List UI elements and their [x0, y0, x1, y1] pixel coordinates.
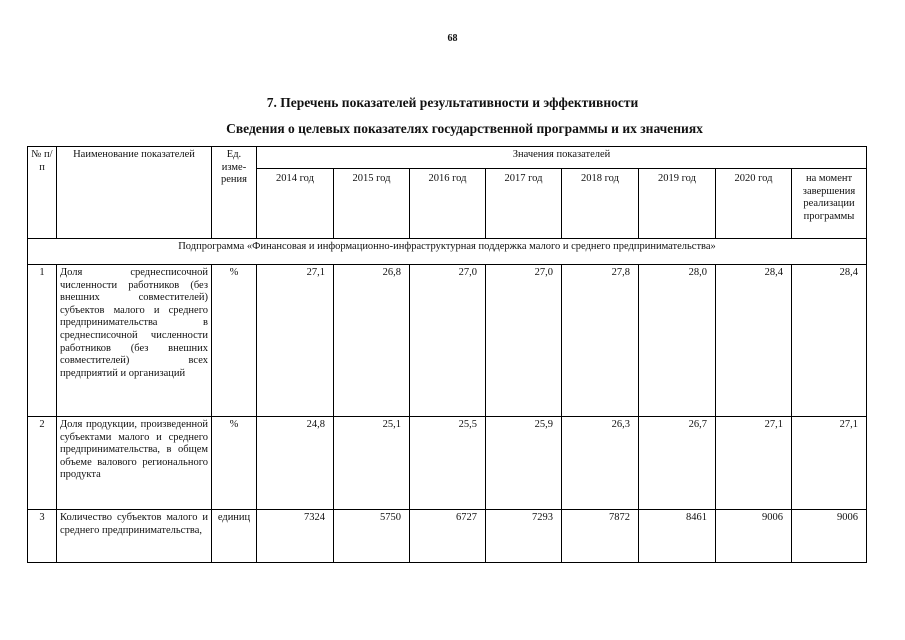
indicators-table: [27, 146, 867, 563]
row-num: 2: [28, 417, 57, 510]
value-cell: 27,1: [257, 265, 334, 417]
value-cell: 28,0: [639, 265, 716, 417]
subprogram-title: Подпрограмма «Финансовая и информационно-инфраструктурная поддержка малого и среднего предпринимательства»: [28, 239, 867, 265]
value-cell: 27,1: [716, 417, 792, 510]
value-cell: 7293: [486, 510, 562, 563]
value-cell: 6727: [410, 510, 486, 563]
row-name: Доля среднесписочной численности работников (без внешних совместителей) субъектов малого и среднего предпринимательства в среднесписочной численности работников (без внешних совместителей) всех предприятий и организаций: [57, 265, 212, 417]
col-header-year: 2014 год: [257, 169, 334, 239]
col-header-year: 2020 год: [716, 169, 792, 239]
row-unit: единиц: [212, 510, 257, 563]
col-header-num: № п/п: [28, 147, 57, 239]
row-unit: %: [212, 417, 257, 510]
value-cell: 26,7: [639, 417, 716, 510]
value-cell: 27,0: [486, 265, 562, 417]
col-header-year: 2017 год: [486, 169, 562, 239]
row-unit: %: [212, 265, 257, 417]
value-cell: 7324: [257, 510, 334, 563]
header-row-1: [28, 147, 867, 169]
col-header-year: 2016 год: [410, 169, 486, 239]
col-header-year: 2015 год: [334, 169, 410, 239]
value-cell: 27,1: [792, 417, 867, 510]
table-row: [28, 265, 867, 417]
col-header-year: 2018 год: [562, 169, 639, 239]
value-cell: 25,5: [410, 417, 486, 510]
row-name: Количество субъектов малого и среднего предпринимательства,: [57, 510, 212, 563]
subprogram-row: [28, 239, 867, 265]
row-num: 1: [28, 265, 57, 417]
value-cell: 9006: [716, 510, 792, 563]
col-header-values: Значения показателей: [257, 147, 867, 169]
table-row: [28, 510, 867, 563]
row-num: 3: [28, 510, 57, 563]
value-cell: 5750: [334, 510, 410, 563]
value-cell: 28,4: [792, 265, 867, 417]
col-header-unit: Ед. изме- рения: [212, 147, 257, 239]
table-caption: Сведения о целевых показателях государственной программы и их значениях: [226, 121, 703, 136]
value-cell: 26,3: [562, 417, 639, 510]
row-name: Доля продукции, произведенной субъектами малого и среднего предпринимательства, в общем объеме валового регионального продукта: [57, 417, 212, 510]
value-cell: 25,9: [486, 417, 562, 510]
value-cell: 7872: [562, 510, 639, 563]
value-cell: 28,4: [716, 265, 792, 417]
value-cell: 24,8: [257, 417, 334, 510]
table-row: [28, 417, 867, 510]
value-cell: 27,0: [410, 265, 486, 417]
value-cell: 8461: [639, 510, 716, 563]
value-cell: 27,8: [562, 265, 639, 417]
value-cell: 25,1: [334, 417, 410, 510]
col-header-completion: на момент завершения реализации программы: [792, 169, 867, 239]
page-number: 68: [447, 33, 458, 44]
value-cell: 26,8: [334, 265, 410, 417]
col-header-year: 2019 год: [639, 169, 716, 239]
col-header-name: Наименование показателей: [57, 147, 212, 239]
section-heading: 7. Перечень показателей результативности и эффективности: [266, 95, 639, 110]
value-cell: 9006: [792, 510, 867, 563]
